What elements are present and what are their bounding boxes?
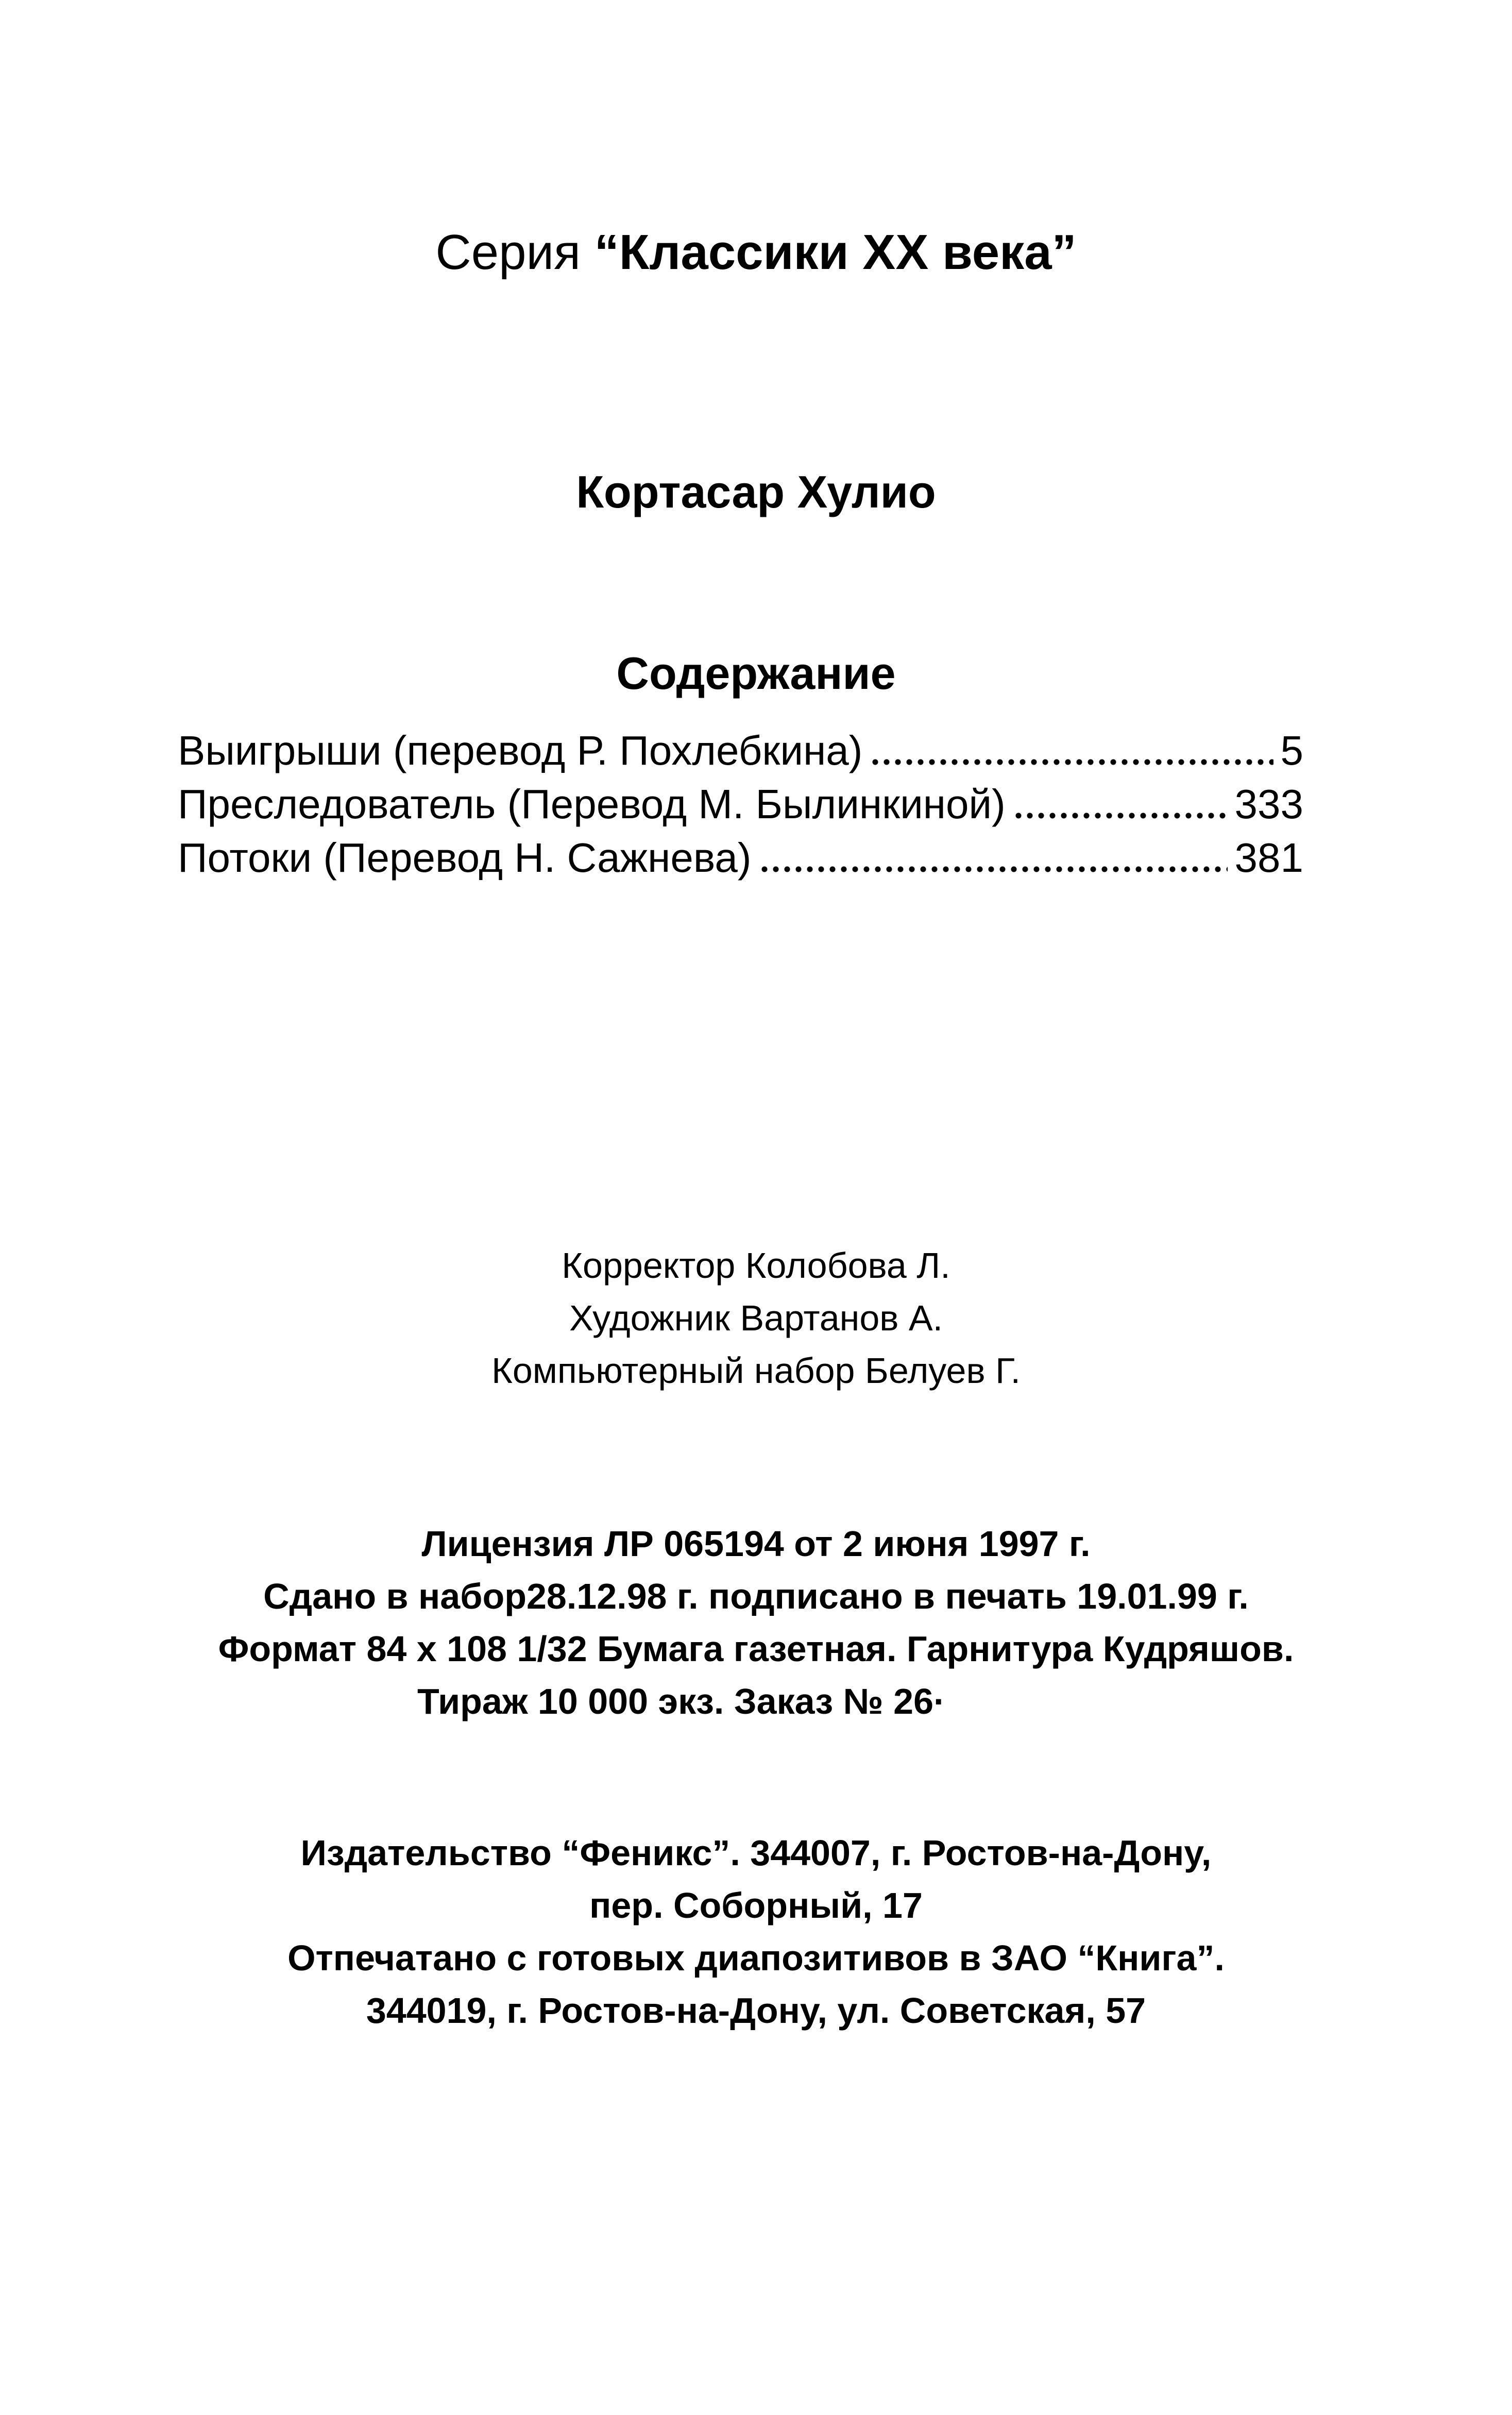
imprint-line: Сдано в набор28.12.98 г. подписано в печать 19.01.99 г.: [263, 1576, 1249, 1616]
toc-dot-leader: [759, 864, 1228, 874]
table-of-contents: [178, 724, 1303, 885]
toc-heading: Содержание: [616, 648, 896, 699]
series-title: [0, 222, 1512, 283]
series-name: “Классики XX века”: [594, 225, 1077, 280]
series-prefix: Серия: [435, 225, 594, 280]
imprint-line: Лицензия ЛР 065194 от 2 июня 1997 г.: [421, 1524, 1091, 1564]
toc-dot-leader: [1013, 810, 1228, 821]
toc-entry-title: Потоки (Перевод Н. Сажнева): [178, 835, 752, 881]
toc-entry-page: 333: [1234, 781, 1303, 827]
toc-entry-title: Преследователь (Перевод М. Былинкиной): [178, 781, 1006, 827]
toc-entry-title: Выигрыши (перевод Р. Похлебкина): [178, 728, 863, 773]
credit-line: Корректор Колобова Л.: [562, 1245, 950, 1286]
publisher-block: [0, 1827, 1512, 2037]
toc-entry: [178, 724, 1303, 778]
credit-line: Художник Вартанов А.: [569, 1298, 943, 1338]
publisher-line: Издательство “Феникс”. 344007, г. Ростов-на-Дону,: [300, 1833, 1212, 1873]
toc-entry: [178, 831, 1303, 885]
toc-entry-page: 381: [1234, 835, 1303, 881]
publisher-line: 344019, г. Ростов-на-Дону, ул. Советская, 57: [366, 1990, 1146, 2031]
credit-line: Компьютерный набор Белуев Г.: [491, 1350, 1021, 1391]
toc-entry-page: 5: [1280, 728, 1303, 773]
toc-entry: [178, 778, 1303, 831]
publisher-line: пер. Соборный, 17: [589, 1885, 923, 1926]
author-name: Кортасар Хулио: [576, 466, 936, 517]
imprint-line: Формат 84 х 108 1/32 Бумага газетная. Гарнитура Кудряшов.: [218, 1629, 1294, 1669]
imprint-line: Тираж 10 000 экз. Заказ № 26·: [417, 1681, 946, 1721]
toc-dot-leader: [870, 757, 1273, 767]
imprint-block: [0, 1517, 1512, 1728]
credits-block: [0, 1239, 1512, 1397]
publisher-line: Отпечатано с готовых диапозитивов в ЗАО “Книга”.: [287, 1938, 1225, 1978]
